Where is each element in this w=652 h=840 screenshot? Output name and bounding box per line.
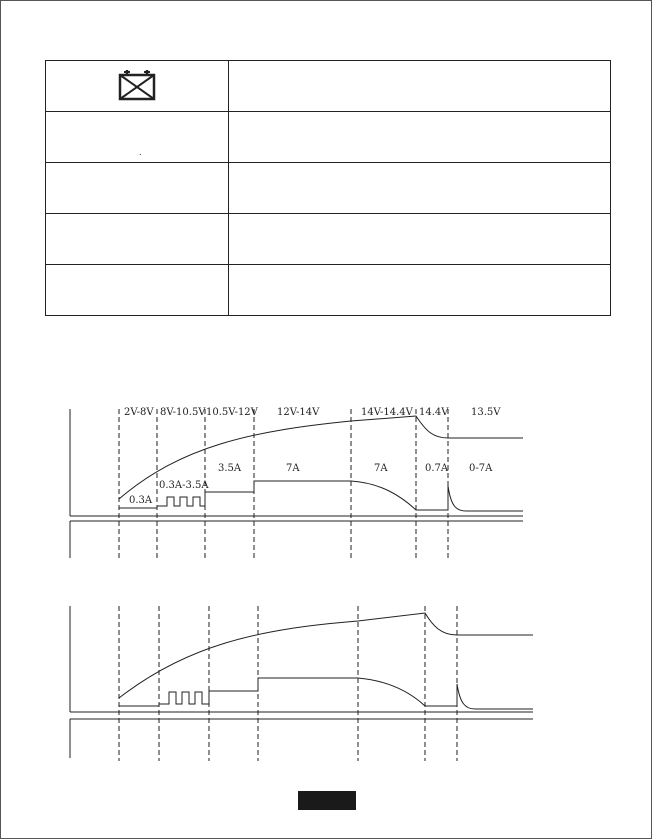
- voltage-label: 12V-14V: [277, 407, 320, 418]
- voltage-label: 14.4V: [419, 407, 449, 418]
- current-label: 0.3A-3.5A: [159, 480, 209, 491]
- voltage-label: 2V-8V: [124, 407, 154, 418]
- current-curve: [119, 678, 533, 709]
- voltage-label: 14V-14.4V: [361, 407, 413, 418]
- voltage-label: 8V-10.5V: [160, 407, 206, 418]
- current-labels-1: [129, 463, 493, 506]
- voltage-label: 10.5V-12V: [206, 407, 258, 418]
- voltage-curve: [119, 613, 533, 698]
- table-cell: .: [46, 112, 229, 163]
- charging-curve-diagram-1: [70, 409, 523, 561]
- current-label: 3.5A: [218, 463, 242, 474]
- current-label: 0.7A: [425, 463, 449, 474]
- current-label: 7A: [286, 463, 300, 474]
- charging-curve-diagram-2: [70, 606, 533, 761]
- current-label: 0-7A: [469, 463, 493, 474]
- charging-curve-diagrams: [1, 1, 652, 840]
- current-label: 0.3A: [129, 495, 153, 506]
- voltage-labels-1: [124, 407, 501, 418]
- current-label: 7A: [374, 463, 388, 474]
- page-number-tab: [298, 791, 356, 810]
- voltage-label: 13.5V: [471, 407, 501, 418]
